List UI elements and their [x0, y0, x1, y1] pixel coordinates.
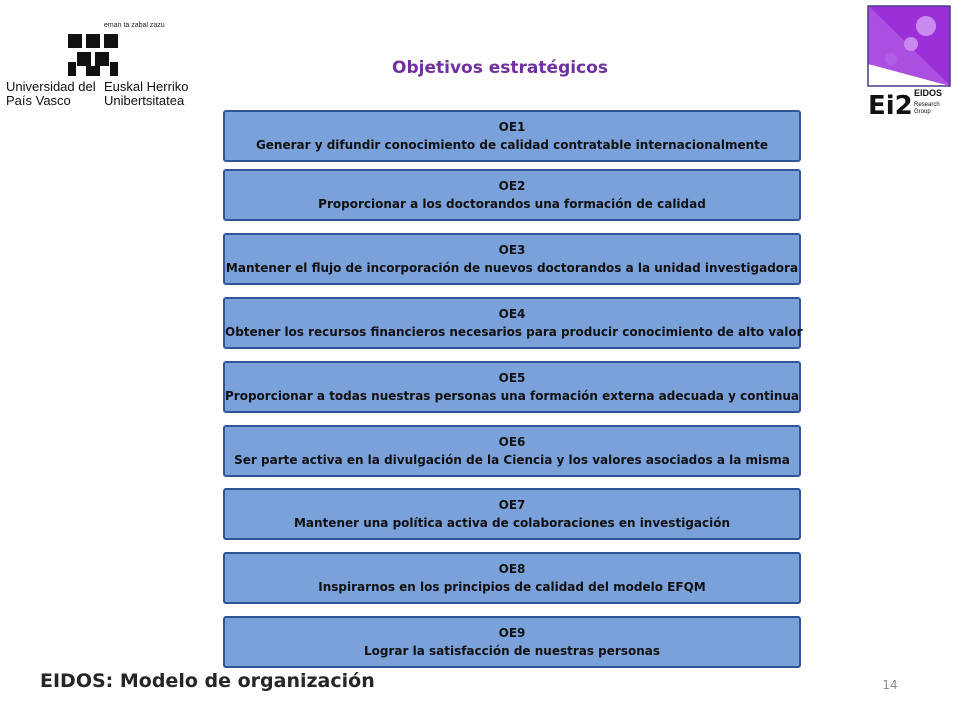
objective-description: Mantener el flujo de incorporación de nuevos doctorandos a la unidad investigadora — [225, 261, 799, 275]
university-name-es: Universidad del País Vasco — [6, 79, 96, 108]
objective-description: Mantener una política activa de colaboraciones en investigación — [293, 516, 731, 530]
objective-code: OE1 — [498, 120, 526, 134]
objective-box-oe2 — [223, 169, 801, 221]
objective-code: OE8 — [498, 562, 526, 576]
objective-box-oe3 — [223, 233, 801, 285]
page-number: 14 — [882, 678, 898, 692]
university-emblem-icon — [60, 26, 130, 78]
objective-description: Obtener los recursos financieros necesarios para producir conocimiento de alto valor — [225, 325, 803, 339]
objective-description: Proporcionar a todas nuestras personas una formación externa adecuada y continua — [225, 389, 800, 403]
objective-box-oe6 — [223, 425, 801, 477]
objective-box-oe1 — [223, 110, 801, 162]
objective-code: OE4 — [498, 307, 526, 321]
eidos-group-logo — [866, 4, 956, 120]
objective-code: OE5 — [498, 371, 526, 385]
objective-box-oe5 — [223, 361, 801, 413]
university-motto: eman ta zabal zazu — [104, 22, 165, 29]
eidos-logo-subtitle-2: Group — [914, 109, 931, 115]
objective-description: Proporcionar a los doctorandos una formación de calidad — [318, 197, 706, 211]
university-logo — [0, 0, 190, 110]
objective-description: Generar y difundir conocimiento de calidad contratable internacionalmente — [255, 138, 769, 152]
objective-code: OE7 — [498, 498, 526, 512]
objective-description: Lograr la satisfacción de nuestras personas — [364, 644, 660, 658]
objective-code: OE9 — [498, 626, 526, 640]
objective-description: Inspirarnos en los principios de calidad del modelo EFQM — [318, 580, 706, 594]
university-name-eu: Euskal Herriko Unibertsitatea — [104, 79, 189, 108]
eidos-logo-mark: Ei2 — [868, 91, 913, 120]
eidos-logo-name: EIDOS — [914, 88, 943, 98]
objective-code: OE2 — [498, 179, 526, 193]
objective-code: OE6 — [498, 435, 526, 449]
objective-box-oe4 — [223, 297, 801, 349]
objective-box-oe9 — [223, 616, 801, 668]
objective-code: OE3 — [498, 243, 526, 257]
eidos-logo-subtitle-1: Research — [914, 102, 940, 108]
page-title: Objetivos estratégicos — [392, 58, 608, 78]
footer-title: EIDOS: Modelo de organización — [40, 670, 375, 692]
objective-box-oe8 — [223, 552, 801, 604]
objective-box-oe7 — [223, 488, 801, 540]
objective-description: Ser parte activa en la divulgación de la Ciencia y los valores asociados a la misma — [234, 453, 790, 467]
